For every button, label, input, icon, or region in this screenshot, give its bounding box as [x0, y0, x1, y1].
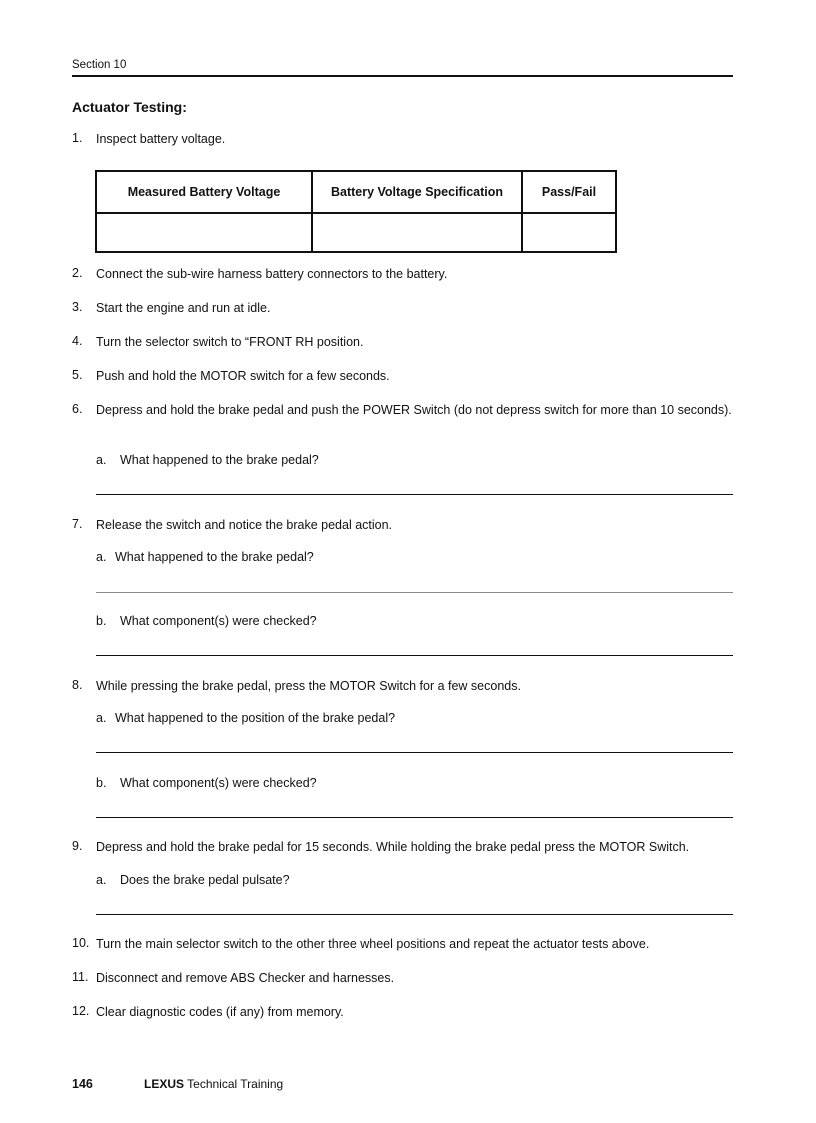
step-number: 11.: [72, 970, 89, 984]
step-text: Depress and hold the brake pedal and push the POWER Switch (do not depress switch for more than 10 seconds).: [96, 403, 732, 417]
column-header: Pass/Fail: [522, 171, 616, 213]
sub-letter: b.: [96, 776, 107, 790]
sub-letter: a.: [96, 873, 107, 887]
step-text: Disconnect and remove ABS Checker and harnesses.: [96, 971, 395, 985]
step-number: 8.: [72, 678, 83, 692]
step-number: 4.: [72, 334, 83, 348]
measured-voltage-cell[interactable]: [96, 213, 312, 252]
header-rule: [72, 75, 733, 77]
sub-question: What happened to the brake pedal?: [120, 453, 319, 467]
answer-line[interactable]: [96, 914, 733, 915]
step-text: While pressing the brake pedal, press the MOTOR Switch for a few seconds.: [96, 679, 521, 693]
answer-line[interactable]: [96, 494, 733, 495]
sub-letter: b.: [96, 614, 107, 628]
sub-letter: a.: [96, 550, 107, 564]
step-text: Depress and hold the brake pedal for 15 seconds. While holding the brake pedal press the MOTOR Switch.: [96, 840, 690, 854]
sub-letter: a.: [96, 711, 107, 725]
sub-question: What component(s) were checked?: [120, 776, 317, 790]
step-text: Start the engine and run at idle.: [96, 301, 271, 315]
answer-line[interactable]: [96, 592, 733, 593]
page-number: 146: [72, 1077, 93, 1091]
step-number: 9.: [72, 839, 83, 853]
section-label: Section 10: [72, 59, 127, 71]
step-number: 6.: [72, 402, 83, 416]
step-number: 12.: [72, 1004, 90, 1018]
step-text: Push and hold the MOTOR switch for a few seconds.: [96, 369, 390, 383]
battery-voltage-table: [95, 170, 617, 253]
sub-question: Does the brake pedal pulsate?: [120, 873, 290, 887]
answer-line[interactable]: [96, 817, 733, 818]
step-number: 5.: [72, 368, 83, 382]
step-text: Clear diagnostic codes (if any) from memory.: [96, 1005, 344, 1019]
step-number: 1.: [72, 131, 83, 145]
table-header-row: [96, 171, 616, 213]
answer-line[interactable]: [96, 752, 733, 753]
step-number: 7.: [72, 517, 83, 531]
voltage-spec-cell[interactable]: [312, 213, 522, 252]
footer-subtitle: Technical Training: [187, 1077, 284, 1091]
sub-question: What component(s) were checked?: [120, 614, 317, 628]
step-number: 2.: [72, 266, 83, 280]
page-title: Actuator Testing:: [72, 99, 187, 115]
column-header: Measured Battery Voltage: [96, 171, 312, 213]
step-text: Turn the selector switch to “FRONT RH position.: [96, 335, 364, 349]
pass-fail-cell[interactable]: [522, 213, 616, 252]
step-number: 10.: [72, 936, 90, 950]
brand-name: LEXUS: [144, 1077, 185, 1091]
step-text: Inspect battery voltage.: [96, 132, 226, 146]
answer-line[interactable]: [96, 655, 733, 656]
step-text: Turn the main selector switch to the other three wheel positions and repeat the actuator tests above.: [96, 937, 650, 951]
sub-letter: a.: [96, 453, 107, 467]
sub-question: What happened to the brake pedal?: [115, 550, 314, 564]
step-text: Connect the sub-wire harness battery connectors to the battery.: [96, 267, 448, 281]
step-text: Release the switch and notice the brake pedal action.: [96, 518, 393, 532]
table-row: [96, 213, 616, 252]
sub-question: What happened to the position of the brake pedal?: [115, 711, 396, 725]
footer-brand: [144, 1077, 283, 1091]
step-number: 3.: [72, 300, 83, 314]
column-header: Battery Voltage Specification: [312, 171, 522, 213]
